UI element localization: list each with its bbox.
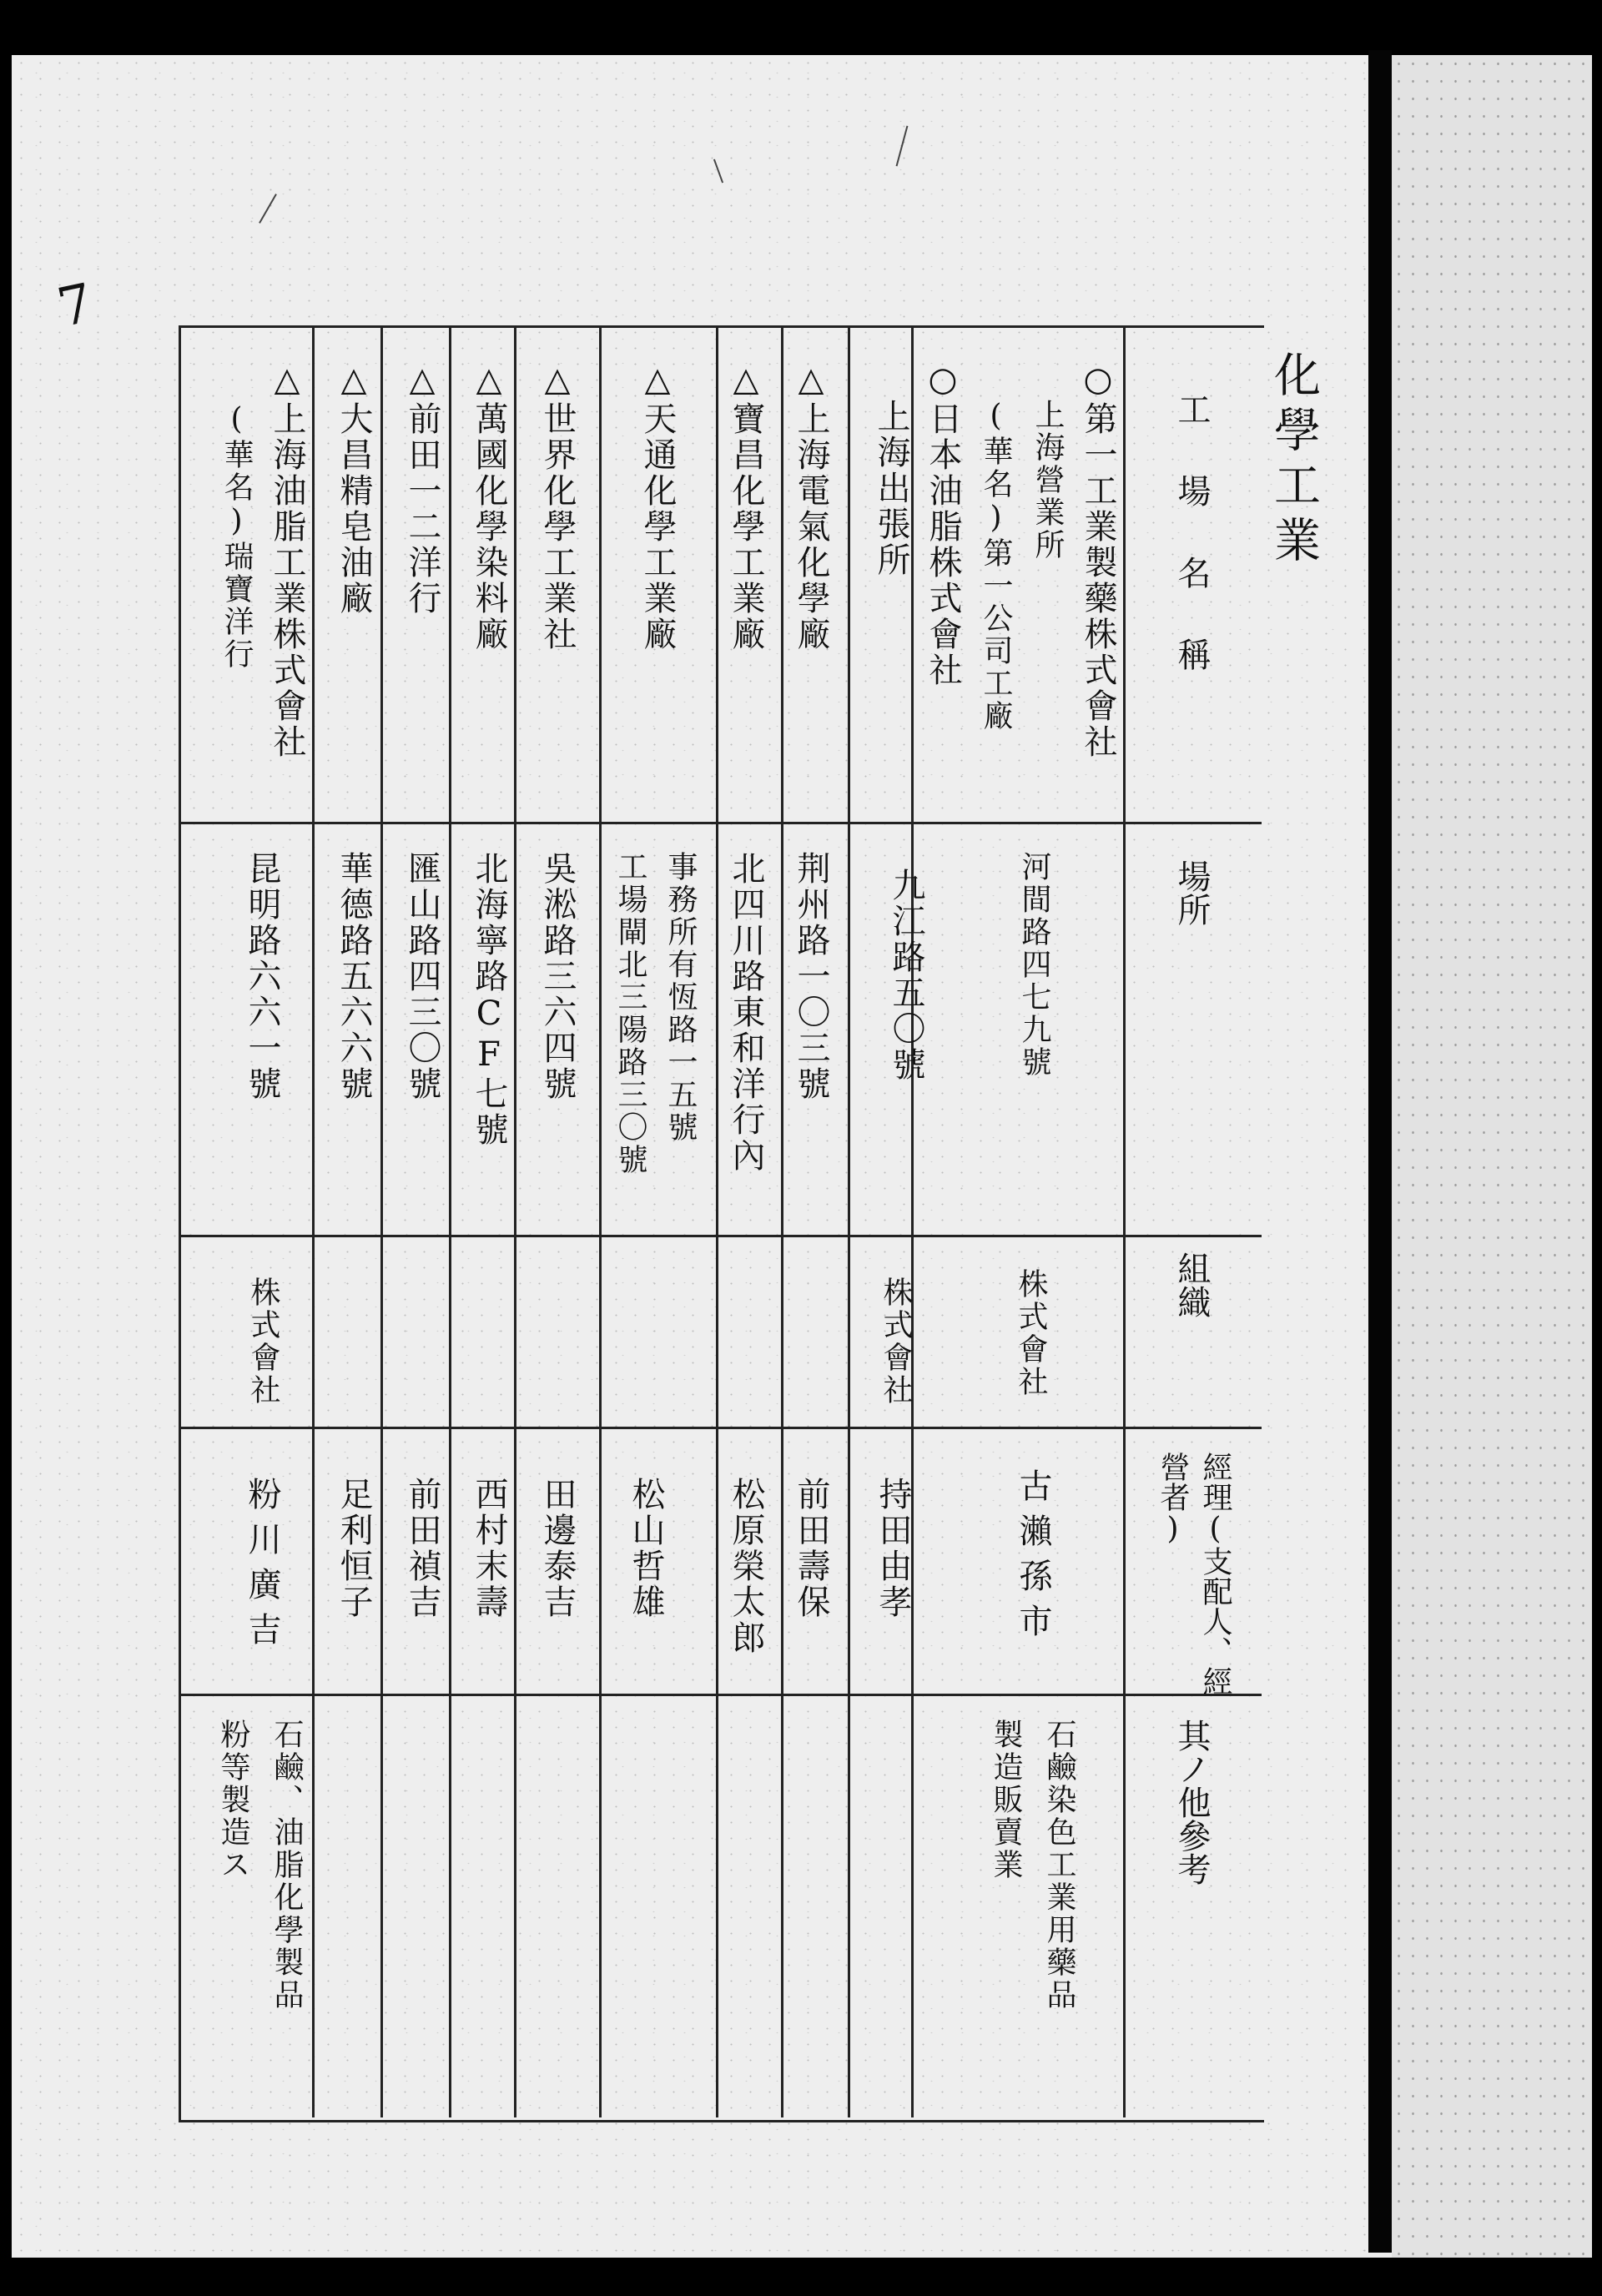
page-mark: 7	[52, 272, 98, 340]
row1-name: ○第一工業製藥株式會社	[1079, 360, 1117, 760]
row1-address: 河間路四七九號	[1017, 851, 1051, 1079]
row10-address: 昆明路六六一號	[243, 851, 281, 1102]
row4-manager: 松原榮太郎	[727, 1477, 765, 1656]
header-manager: 經理(支配人、經營者)	[1156, 1452, 1232, 1696]
header-organization: 組織	[1172, 1251, 1211, 1318]
rule-manager-note	[179, 1694, 1262, 1696]
header-name: 工場名稱	[1172, 392, 1211, 719]
row8-manager: 前田禎吉	[403, 1477, 441, 1620]
row3-address: 荆州路一〇三號	[792, 851, 830, 1102]
row5-address2: 工場閘北三陽路三〇號	[613, 851, 647, 1176]
row1-name-sub1: 上海營業所	[1030, 399, 1065, 561]
row-divider	[599, 325, 602, 2117]
row-divider	[781, 325, 783, 2117]
row-divider	[380, 325, 383, 2117]
row-divider	[911, 325, 914, 2117]
row1-note2: 製造販賣業	[989, 1719, 1023, 1881]
row1-manager: 古瀨孫市	[1014, 1468, 1052, 1649]
row10-name: △上海油脂工業株式會社	[268, 360, 306, 760]
header-location: 場所	[1172, 859, 1211, 926]
rule-name-address	[179, 822, 1262, 824]
book-binding	[1368, 50, 1392, 2253]
row-divider	[848, 325, 850, 2117]
row5-manager: 松山哲雄	[627, 1477, 665, 1620]
row9-manager: 足利恒子	[335, 1477, 373, 1620]
page-title: 化學工業	[1267, 350, 1321, 571]
row1-name-sub2: (華名)第一公司工廠	[979, 399, 1013, 733]
row2-org: 株式會社	[879, 1276, 913, 1407]
row7-address: 北海寧路CF七號	[470, 851, 508, 1148]
row-divider	[312, 325, 315, 2117]
header-notes: 其ノ他參考	[1172, 1719, 1211, 1886]
rule-org-manager	[179, 1427, 1262, 1429]
row-divider	[514, 325, 516, 2117]
row5-name: △天通化學工業廠	[638, 360, 677, 652]
row2-name: ○日本油脂株式會社	[924, 360, 962, 688]
row3-name: △上海電氣化學廠	[792, 360, 830, 652]
adjacent-page	[1392, 55, 1592, 2258]
row7-manager: 西村末壽	[470, 1477, 508, 1620]
row-divider	[1123, 325, 1126, 2117]
row6-name: △世界化學工業社	[538, 360, 577, 652]
row4-name: △寶昌化學工業廠	[727, 360, 765, 652]
row10-org: 株式會社	[246, 1276, 280, 1407]
row10-note2: 粉等製造ス	[216, 1719, 250, 1881]
row2-name-sub1: 上海出張所	[872, 399, 910, 578]
row5-address: 事務所有恆路一五號	[663, 851, 698, 1144]
rule-address-org	[179, 1235, 1262, 1237]
row6-address: 吳淞路三六四號	[538, 851, 577, 1102]
row1-note: 石鹼染色工業用藥品	[1042, 1719, 1076, 2012]
row7-name: △萬國化學染料廠	[470, 360, 508, 652]
row9-name: △大昌精皂油廠	[335, 360, 373, 617]
row6-manager: 田邊泰吉	[538, 1477, 577, 1620]
row10-note: 石鹼、油脂化學製品	[270, 1719, 304, 2012]
row10-name-sub1: (華名)瑞寶洋行	[219, 402, 254, 671]
row4-address: 北四川路東和洋行內	[727, 851, 765, 1174]
row8-name: △前田一二洋行	[403, 360, 441, 617]
row1-org: 株式會社	[1014, 1268, 1048, 1398]
row9-address: 華德路五六六號	[335, 851, 373, 1102]
row3-manager: 前田壽保	[792, 1477, 830, 1620]
row10-manager: 粉川廣吉	[243, 1477, 281, 1657]
row2-address: 九江路五〇號	[887, 868, 925, 1083]
row-divider	[716, 325, 718, 2117]
row-divider	[449, 325, 451, 2117]
row2-manager: 持田由孝	[874, 1477, 912, 1620]
row8-address: 匯山路四三〇號	[403, 851, 441, 1102]
